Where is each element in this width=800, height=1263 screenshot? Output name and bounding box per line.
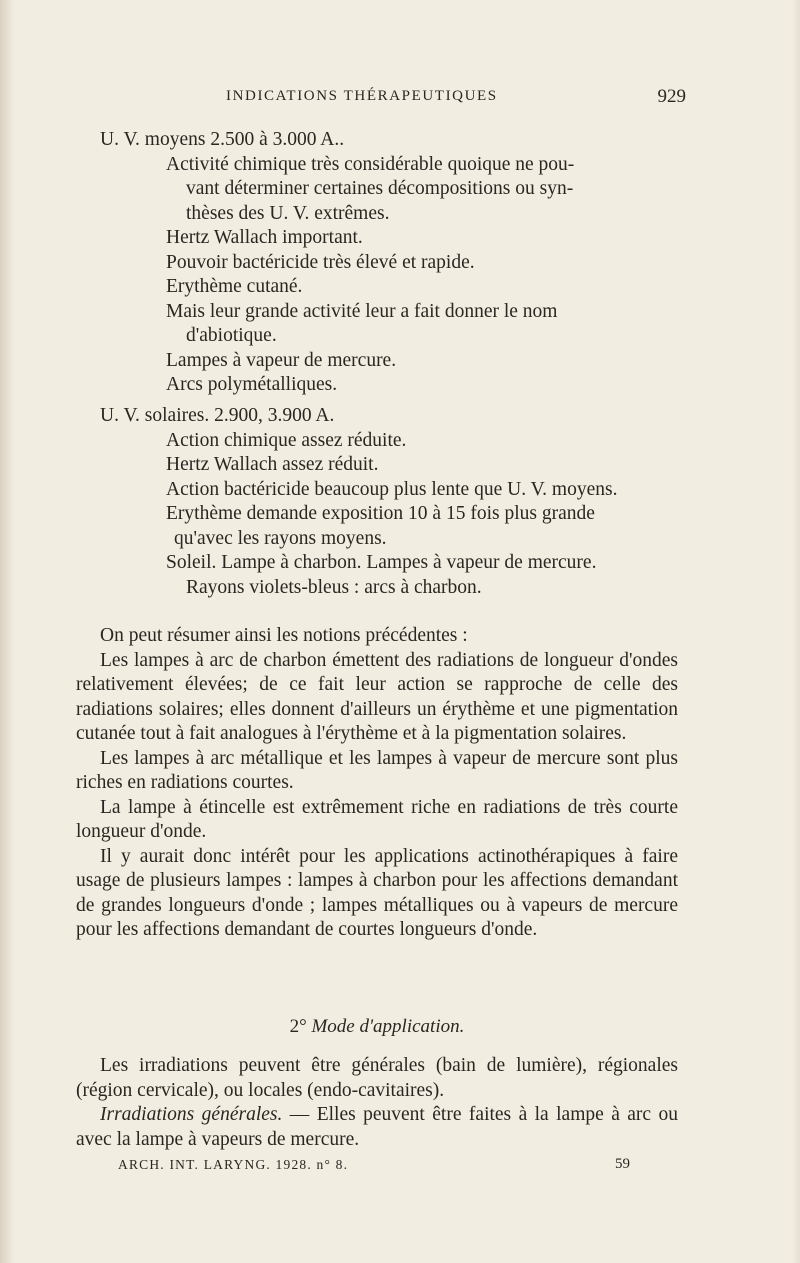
line: Soleil. Lampe à charbon. Lampes à vapeur de mercure. <box>166 552 597 573</box>
section-title: U. V. moyens 2.500 à 3.000 A.. <box>100 129 345 150</box>
line: Activité chimique très considérable quoique ne pou- <box>166 153 575 175</box>
section-title: U. V. solaires. 2.900, 3.900 A. <box>100 405 335 426</box>
line: Action chimique assez réduite. <box>166 429 407 451</box>
mode-paragraph-text: — Elles peuvent être faites à la lampe à arc ou avec la lampe à vapeurs de mercure. <box>76 1104 679 1150</box>
section-uv-moyens <box>100 128 680 398</box>
page-footer <box>118 1157 630 1179</box>
mode-paragraph: Les irradiations peuvent être générales (bain de lumière), régionales (région cervicale), ou locales (endo-cavitaires). <box>76 1055 678 1101</box>
line: Hertz Wallach assez réduit. <box>166 454 379 475</box>
line: Mais leur grande activité leur a fait donner le nom <box>166 300 558 322</box>
line: d'abiotique. <box>186 325 277 346</box>
line: Hertz Wallach important. <box>166 227 363 248</box>
page-header <box>226 88 686 112</box>
mode-subheading: Irradiations générales. <box>100 1104 283 1125</box>
page-edge-shadow <box>0 0 14 1263</box>
summary-paragraph: Les lampes à arc métallique et les lampes à vapeur de mercure sont plus riches en radiations courtes. <box>76 747 678 793</box>
summary-intro: On peut résumer ainsi les notions précédentes : <box>100 625 468 646</box>
line: Pouvoir bactéricide très élevé et rapide. <box>166 251 475 273</box>
mode-paragraph <box>76 1103 678 1152</box>
section-number: 2° <box>289 1016 307 1037</box>
summary-paragraph: Les lampes à arc de charbon émettent des radiations de longueur d'ondes relativement élevées; de ce fait leur action se rapproche de celle des radiations solaires; elles donnent d'ailleurs un érythème et une pigmentation cutanée tout à fait analogues à l'érythème et à la pigmentation solaires. <box>76 649 678 744</box>
summary-paragraph: Il y aurait donc intérêt pour les applications actinothérapiques à faire usage de plusieurs lampes : lampes à charbon pour les affections demandant de grandes longueurs d'onde ; lampes métalliques ou à vapeurs de mercure pour les affections demandant de courtes longueurs d'onde. <box>76 845 678 940</box>
signature-mark: 59 <box>615 1156 630 1172</box>
section-mode-body <box>76 1054 678 1152</box>
line: Erythème demande exposition 10 à 15 fois plus grande <box>166 503 595 524</box>
running-title: INDICATIONS THÉRAPEUTIQUES <box>226 88 498 104</box>
line: Arcs polymétalliques. <box>166 374 338 395</box>
line: Lampes à vapeur de mercure. <box>166 349 397 371</box>
line: thèses des U. V. extrêmes. <box>186 202 390 224</box>
line: Action bactéricide beaucoup plus lente que U. V. moyens. <box>166 478 618 500</box>
page-right-edge <box>792 0 800 1263</box>
line: vant déterminer certaines décompositions ou syn- <box>186 178 574 199</box>
summary-section <box>76 624 678 943</box>
page-number: 929 <box>657 86 686 107</box>
section-heading-title: Mode d'application. <box>311 1016 465 1037</box>
section-mode-heading <box>76 1015 678 1040</box>
section-heading <box>76 1015 678 1040</box>
line: Erythème cutané. <box>166 276 303 297</box>
journal-citation: ARCH. INT. LARYNG. 1928. n° 8. <box>118 1157 349 1172</box>
line: qu'avec les rayons moyens. <box>174 527 387 549</box>
line: Rayons violets-bleus : arcs à charbon. <box>186 576 482 598</box>
section-uv-solaires <box>100 404 680 600</box>
summary-paragraph: La lampe à étincelle est extrêmement riche en radiations de très courte longueur d'onde. <box>76 796 678 842</box>
